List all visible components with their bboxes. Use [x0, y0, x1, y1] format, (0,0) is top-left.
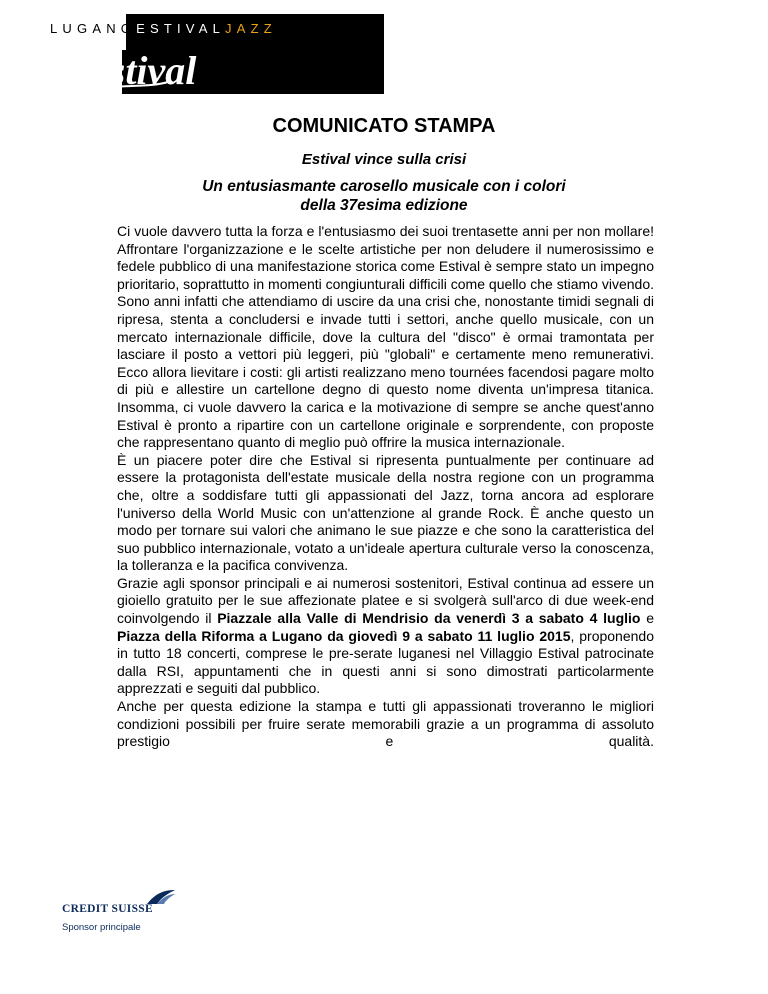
- paragraph-3-text-a: Grazie agli sponsor principali e ai numerosi sostenitori, Estival continua ad essere un gioiello gratuito per le sue affezionate platee e si svolgerà sull'arco di due week-end coinvolgendo il: [117, 574, 654, 627]
- sponsor-name: CREDIT SUISSE: [62, 903, 153, 915]
- page-subtitle: Estival vince sulla crisi: [301, 151, 467, 168]
- paragraph-3-text-c: e: [640, 610, 654, 627]
- wordmark-jazz: JAZZ: [225, 21, 277, 36]
- press-release-body: [117, 223, 654, 751]
- wordmark-lugano: LUGANO: [50, 21, 137, 36]
- paragraph-4: Anche per questa edizione la stampa e tutti gli appassionati troveranno le migliori condizioni possibili per fruire serate memorabili grazie a un programma di assoluto prestigio e qualità.: [117, 698, 654, 750]
- paragraph-3: [117, 575, 654, 698]
- sponsor-caption: Sponsor principale: [62, 922, 141, 933]
- headline-line-2: della 37esima edizione: [300, 197, 468, 214]
- headline-line-1: Un entusiasmante carosello musicale con i colori: [202, 178, 566, 195]
- svg-text:estival: estival: [92, 48, 197, 93]
- paragraph-3-text-e: , proponendo in tutto 18 concerti, comprese le pre-serate luganesi nel Villaggio Estival patrocinate dalla RSI, appuntamenti che in questi anni si sono dimostrati particolarmente apprezzati e seguiti dal pubblico.: [117, 627, 654, 697]
- lugano-dates: Piazza della Riforma a Lugano da giovedì 9 a sabato 11 luglio 2015: [117, 627, 571, 644]
- logo-wordmark: [50, 21, 277, 36]
- header-divider: [0, 94, 118, 100]
- mendrisio-dates: Piazzale alla Valle di Mendrisio da venerdì 3 a sabato 4 luglio: [217, 610, 641, 627]
- paragraph-1: Ci vuole davvero tutta la forza e l'entusiasmo dei suoi trentasette anni per non mollare! Affrontare l'organizzazione e le scelte artistiche per non deludere il numerosissimo e fedele pubblico di una manifestazione storica come Estival è sempre stato un impegno prioritario, soprattutto in momenti congiunturali difficili come quello che stiamo vivendo. Sono anni infatti che attendiamo di uscire da una crisi che, nonostante timidi segnali di ripresa, stenta a concludersi e invade tutti i settori, anche quello musicale, con un mercato internazionale difficile, dove la cultura del "disco" è ormai tramontata per lasciare il posto a vettori più leggeri, più "globali" e certamente meno remunerativi. Ecco allora lievitare i costi: gli artisti realizzano meno tournées facendosi pagare molto di più e allestire un cartellone degno di questo nome diventa un'impresa titanica. Insomma, ci vuole davvero la carica e la motivazione di sempre se anche quest'anno Estival è pronto a ripartire con un cartellone originale e sorprendente, con proposte che rappresentano quanto di meglio può offrire la musica internazionale.: [117, 223, 654, 451]
- paragraph-2: È un piacere poter dire che Estival si ripresenta puntualmente per continuare ad essere la protagonista dell'estate musicale della nostra regione con un programma che, oltre a soddisfare tutti gli appassionati del Jazz, torna ancora ad esplorare l'universo della World Music con un'attenzione al grande Rock. È anche questo un modo per tornare sui valori che animano le sue piazze e che sono la caratteristica del suo pubblico internazionale, votato a un'ideale apertura culturale verso la conoscenza, la tolleranza e la pacifica convivenza.: [117, 451, 654, 574]
- headline: [0, 177, 768, 215]
- page-title: COMUNICATO STAMPA: [272, 115, 496, 137]
- wordmark-estival: ESTIVAL: [136, 21, 226, 36]
- estival-jazz-logo: [30, 14, 384, 94]
- estival-script-icon: [88, 44, 248, 94]
